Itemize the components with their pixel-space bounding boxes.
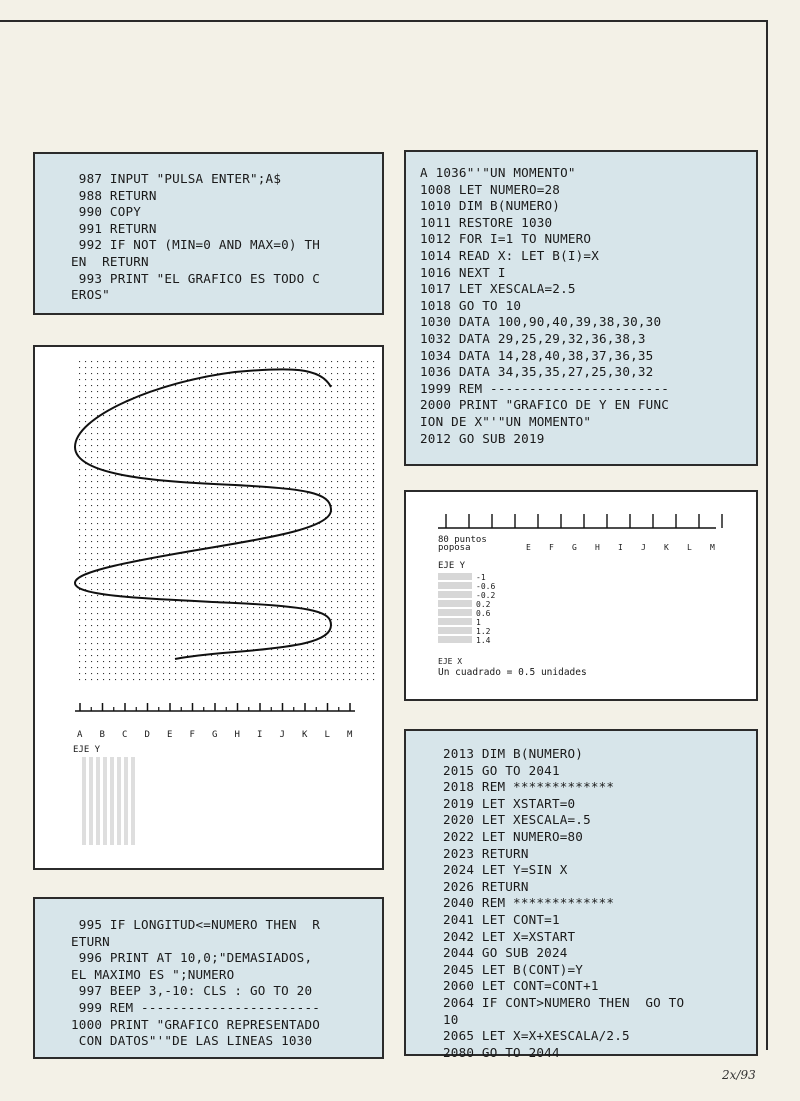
code-line: 1000 PRINT "GRAFICO REPRESENTADO — [71, 1016, 321, 1032]
code-line: 1011 RESTORE 1030 — [420, 214, 553, 230]
scale-value: -0.6 — [476, 582, 496, 591]
code-line: 1032 DATA 29,25,29,32,36,38,3 — [420, 330, 646, 346]
scale-column-shade — [124, 757, 128, 845]
code-line: 1034 DATA 14,28,40,38,37,36,35 — [420, 347, 654, 363]
code-line: 2026 RETURN — [443, 878, 529, 894]
ruler-small — [446, 514, 722, 552]
scale-label-shade — [438, 582, 472, 589]
scale-column-shade — [117, 757, 121, 845]
ruler-letter-small: H — [595, 543, 600, 552]
code-line: 2024 LET Y=SIN X — [443, 862, 568, 878]
code-line: 2040 REM ************* — [443, 895, 615, 911]
code-line: 1012 FOR I=1 TO NUMERO — [420, 231, 592, 247]
ruler-letter-small: L — [687, 543, 692, 552]
scale-panel — [404, 490, 758, 701]
code-line: 2045 LET B(CONT)=Y — [443, 961, 584, 977]
ruler-letter: J — [279, 730, 285, 740]
scale-column — [82, 757, 135, 845]
code-line: 1016 NEXT I — [420, 264, 506, 280]
code-listing-d — [443, 746, 756, 1061]
scale-value: 0.6 — [476, 609, 491, 618]
code-line: 997 BEEP 3,-10: CLS : GO TO 20 — [71, 983, 313, 999]
scale-label-shade — [438, 600, 472, 607]
page-number: 2x/93 — [722, 1068, 756, 1082]
code-line: 1010 DIM B(NUMERO) — [420, 198, 561, 214]
code-line: 2015 GO TO 2041 — [443, 762, 560, 778]
scale-label-shade — [438, 591, 472, 598]
scale-value: -0.2 — [476, 591, 496, 600]
header-sub: poposa — [438, 543, 471, 553]
ruler-letter: I — [257, 730, 263, 740]
ruler-letter: G — [212, 730, 218, 740]
scale-column-shade — [89, 757, 93, 845]
scale-column-shade — [131, 757, 135, 845]
code-line: 2000 PRINT "GRAFICO DE Y EN FUNC — [420, 397, 670, 413]
code-line: 2041 LET CONT=1 — [443, 911, 560, 927]
ruler-letter-small: I — [618, 543, 623, 552]
scale-column-shade — [103, 757, 107, 845]
scale-label-shade — [438, 609, 472, 616]
scale-label-shade — [438, 618, 472, 625]
ruler-letter: C — [122, 730, 128, 740]
scale-label-shade — [438, 627, 472, 634]
scale-value: -1 — [476, 573, 486, 582]
code-line: 987 INPUT "PULSA ENTER";A$ — [71, 171, 282, 186]
scale-value: 0.2 — [476, 600, 491, 609]
code-line: 990 COPY — [71, 204, 142, 220]
ruler-letter: E — [167, 730, 173, 740]
listing-box-c — [33, 897, 384, 1059]
code-line: 2042 LET X=XSTART — [443, 928, 576, 944]
code-line: 992 IF NOT (MIN=0 AND MAX=0) TH — [71, 237, 321, 253]
code-line: 1999 REM ----------------------- — [420, 380, 670, 396]
scale-value: 1.4 — [476, 636, 491, 645]
ruler-letter: F — [189, 730, 195, 740]
code-line: 10 — [443, 1011, 459, 1027]
scale-value: 1.2 — [476, 627, 491, 636]
dot-grid — [75, 359, 375, 681]
code-line: CON DATOS"'"DE LAS LINEAS 1030 — [71, 1033, 313, 1049]
ruler-letter-small: G — [572, 543, 577, 552]
code-line: ION DE X"'"UN MOMENTO" — [420, 413, 592, 429]
scale-label-shade — [438, 636, 472, 643]
ruler-letter: H — [234, 730, 240, 740]
ruler-letter: D — [144, 730, 150, 740]
code-line: A 1036"'"UN MOMENTO" — [420, 165, 576, 180]
eje-y-label-small: EJE Y — [438, 561, 466, 571]
code-listing-c — [71, 917, 382, 1050]
scale-column-shade — [82, 757, 86, 845]
code-line: ETURN — [71, 933, 110, 949]
scale-values-small — [438, 573, 495, 645]
code-line: 988 RETURN — [71, 187, 157, 203]
code-line: 1030 DATA 100,90,40,39,38,30,30 — [420, 314, 662, 330]
code-line: 995 IF LONGITUD<=NUMERO THEN R — [71, 917, 321, 932]
code-line: 2020 LET XESCALA=.5 — [443, 812, 591, 828]
code-line: 2065 LET X=X+XESCALA/2.5 — [443, 1028, 630, 1044]
code-line: 2064 IF CONT>NUMERO THEN GO TO — [443, 994, 685, 1010]
code-line: 999 REM ----------------------- — [71, 999, 321, 1015]
code-line: EL MAXIMO ES ";NUMERO — [71, 966, 235, 982]
code-line: 1018 GO TO 10 — [420, 297, 522, 313]
code-line: 1017 LET XESCALA=2.5 — [420, 281, 576, 297]
code-line: 2080 GO TO 2044 — [443, 1044, 560, 1060]
ruler — [77, 703, 353, 740]
code-line: 2044 GO SUB 2024 — [443, 945, 568, 961]
code-listing-b — [420, 165, 756, 447]
code-line: 1014 READ X: LET B(I)=X — [420, 247, 599, 263]
ruler-letter-small: M — [710, 543, 715, 552]
ruler-letter: K — [302, 730, 308, 740]
ruler-letter-small: K — [664, 543, 669, 552]
code-line: 1036 DATA 34,35,35,27,25,30,32 — [420, 364, 654, 380]
header-points: 80 puntos — [438, 535, 487, 545]
sine-graph-panel — [33, 345, 384, 870]
code-line: EROS" — [71, 287, 110, 303]
eje-y-label: EJE Y — [73, 745, 101, 755]
code-line: 2060 LET CONT=CONT+1 — [443, 978, 599, 994]
code-line: 2022 LET NUMERO=80 — [443, 828, 584, 844]
scale-footer: Un cuadrado = 0.5 unidades — [438, 667, 587, 678]
scale-column-shade — [110, 757, 114, 845]
code-line: 2012 GO SUB 2019 — [420, 430, 545, 446]
code-line: EN RETURN — [71, 253, 149, 269]
scale-label-shade — [438, 573, 472, 580]
sine-graph — [35, 347, 382, 868]
right-rule — [766, 20, 768, 1050]
code-line: 2023 RETURN — [443, 845, 529, 861]
top-rule — [0, 20, 768, 22]
listing-box-d — [404, 729, 758, 1060]
code-line: 2018 REM ************* — [443, 779, 615, 795]
scale-graph — [406, 492, 756, 699]
ruler-letter: A — [77, 730, 83, 740]
code-line: 993 PRINT "EL GRAFICO ES TODO C — [71, 270, 321, 286]
code-line: 996 PRINT AT 10,0;"DEMASIADOS, — [71, 950, 313, 966]
ruler-letter-small: E — [526, 543, 531, 552]
code-line: 2013 DIM B(NUMERO) — [443, 746, 584, 761]
eje-x-label: EJE X — [438, 657, 463, 666]
code-listing-a — [71, 171, 382, 304]
ruler-letter: B — [99, 730, 105, 740]
ruler-letter: L — [324, 730, 330, 740]
ruler-letter-small: J — [641, 543, 646, 552]
code-line: 991 RETURN — [71, 220, 157, 236]
ruler-letter: M — [347, 730, 353, 740]
scale-value: 1 — [476, 618, 481, 627]
ruler-letter-small: F — [549, 543, 554, 552]
code-line: 2019 LET XSTART=0 — [443, 795, 576, 811]
code-line: 1008 LET NUMERO=28 — [420, 181, 561, 197]
listing-box-a — [33, 152, 384, 315]
listing-box-b — [404, 150, 758, 466]
scale-column-shade — [96, 757, 100, 845]
